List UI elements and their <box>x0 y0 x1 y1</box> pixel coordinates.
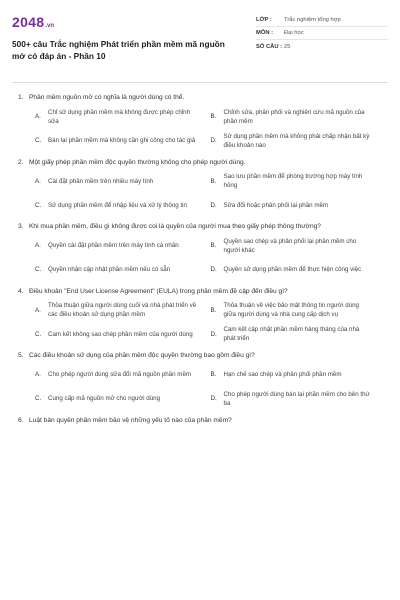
question-number: 5. <box>18 352 24 359</box>
option-letter: C. <box>35 395 42 402</box>
answer-options <box>12 237 388 279</box>
option-text: Sử dụng phần mềm để nhập liệu và xử lý thông tin <box>48 201 187 209</box>
meta-label: LỚP : <box>256 17 272 23</box>
option-text: Quyền sử dụng phần mềm để thực hiện công việc <box>223 266 362 273</box>
option-letter: C. <box>35 330 42 338</box>
option-letter: A. <box>35 242 41 249</box>
logo-suffix: .vn <box>45 23 55 29</box>
option-text: Hạn chế sao chép và phân phối phần mềm <box>223 371 342 378</box>
option-letter: A. <box>35 113 41 120</box>
answer-option-a[interactable] <box>35 237 203 255</box>
question-number: 1. <box>18 94 24 101</box>
meta-label: SỐ CÂU : <box>256 43 283 50</box>
question-item <box>12 287 388 344</box>
answer-option-a[interactable] <box>35 108 203 126</box>
option-text: Chỉ sử dụng phần mềm mà không được phép chỉnh sửa <box>48 108 191 125</box>
answer-options <box>12 366 388 408</box>
option-text: Sao lưu phần mềm để phòng trường hợp máy tính hỏng <box>223 173 363 189</box>
answer-option-b[interactable] <box>211 301 379 319</box>
answer-option-c[interactable] <box>35 390 203 408</box>
page-header <box>12 12 388 80</box>
answer-options <box>12 108 388 150</box>
option-letter: A. <box>35 306 41 314</box>
answer-options <box>12 172 388 214</box>
option-text: Thỏa thuận về việc bảo mật thông tin người dùng giữa người dùng và nhà cung cấp dịch vụ <box>223 302 359 318</box>
question-number: 3. <box>18 223 24 230</box>
answer-option-d[interactable] <box>211 132 379 150</box>
question-item <box>12 158 388 215</box>
answer-option-c[interactable] <box>35 196 203 214</box>
option-letter: D. <box>210 266 217 273</box>
question-number: 6. <box>18 416 24 424</box>
answer-option-c[interactable] <box>35 261 203 279</box>
question-item <box>12 222 388 279</box>
option-letter: A. <box>35 177 41 185</box>
option-letter: D. <box>210 201 217 209</box>
option-letter: B. <box>210 177 217 185</box>
answer-option-d[interactable] <box>211 325 379 343</box>
answer-option-d[interactable] <box>211 390 379 408</box>
meta-row-class <box>256 14 388 27</box>
option-text: Cho phép người dùng sửa đổi mã nguồn phần mềm <box>48 371 192 378</box>
question-text <box>12 222 388 232</box>
option-text: Sử dụng phần mềm mà không phải chấp nhận bất kỳ điều khoản nào <box>223 132 370 149</box>
question-number: 2. <box>18 158 24 166</box>
question-item <box>12 416 388 426</box>
meta-value: Đại học <box>284 30 304 36</box>
option-letter: C. <box>35 137 42 144</box>
logo-text: 2048 <box>12 14 45 30</box>
question-body: Phần mềm nguồn mở có nghĩa là người dùng có thể. <box>29 94 185 101</box>
option-text: Quyền nhận cập nhật phần mềm nếu có sẵn <box>48 266 171 273</box>
page-title: 500+ câu Trắc nghiệm Phát triển phần mềm mã nguồn mở có đáp án - Phần 10 <box>12 39 225 61</box>
answer-option-c[interactable] <box>35 325 203 343</box>
option-text: Cam kết không sao chép phần mềm của người dùng <box>48 330 193 338</box>
option-letter: B. <box>210 306 217 314</box>
option-letter: C. <box>35 201 42 209</box>
question-body: Luật bản quyền phần mềm bảo vệ những yếu tố nào của phần mềm? <box>29 416 232 424</box>
option-letter: B. <box>210 242 217 249</box>
answer-option-b[interactable] <box>211 108 379 126</box>
option-letter: D. <box>210 395 217 402</box>
answer-option-b[interactable] <box>211 237 379 255</box>
answer-option-b[interactable] <box>211 366 379 384</box>
meta-value: Trắc nghiệm tổng hợp <box>284 17 341 23</box>
question-text <box>12 416 388 426</box>
meta-label: MÔN : <box>256 30 274 36</box>
question-body: Các điều khoản sử dụng của phần mềm độc quyền thường bao gồm điều gì? <box>29 352 255 359</box>
answer-option-d[interactable] <box>211 196 379 214</box>
answer-option-a[interactable] <box>35 172 203 190</box>
question-body: Một giấy phép phần mềm độc quyền thường không cho phép người dùng. <box>29 158 246 166</box>
answer-option-d[interactable] <box>211 261 379 279</box>
meta-value: 25 <box>284 43 291 50</box>
answer-option-a[interactable] <box>35 366 203 384</box>
answer-option-c[interactable] <box>35 132 203 150</box>
option-text: Cam kết cập nhật phần mềm hàng tháng của nhà phát triển <box>223 326 360 342</box>
question-text <box>12 351 388 361</box>
option-text: Quyền sao chép và phân phối lại phần mềm cho người khác <box>223 237 357 254</box>
option-text: Cung cấp mã nguồn mở cho người dùng <box>48 395 161 402</box>
option-text: Bán lại phần mềm mà không cần ghi công cho tác giả <box>48 137 196 144</box>
option-letter: B. <box>210 371 217 378</box>
question-body: Điều khoản "End User License Agreement" (EULA) trong phần mềm đề cập đến điều gì? <box>29 287 288 295</box>
option-text: Chỉnh sửa, phân phối và nghiên cứu mã nguồn của phần mềm <box>223 108 365 125</box>
answer-option-b[interactable] <box>211 172 379 190</box>
meta-row-count <box>256 40 388 53</box>
option-letter: C. <box>35 266 42 273</box>
question-text <box>12 287 388 297</box>
question-number: 4. <box>18 287 24 295</box>
option-text: Sửa đổi hoặc phân phối lại phần mềm <box>223 201 329 209</box>
brand-block <box>12 12 232 62</box>
option-letter: D. <box>210 330 217 338</box>
meta-table <box>256 14 388 53</box>
question-text <box>12 93 388 103</box>
option-text: Thỏa thuận giữa người dùng cuối và nhà phát triển về các điều khoản sử dụng phần mềm <box>48 302 197 318</box>
meta-row-subject <box>256 27 388 40</box>
answer-options <box>12 301 388 343</box>
option-text: Cài đặt phần mềm trên nhiều máy tính <box>48 177 154 185</box>
option-letter: A. <box>35 371 41 378</box>
header-divider <box>12 82 388 83</box>
question-item <box>12 351 388 408</box>
option-letter: D. <box>210 137 217 144</box>
option-text: Quyền cài đặt phần mềm trên máy tính cá nhân <box>48 242 179 249</box>
question-text <box>12 158 388 168</box>
option-letter: B. <box>210 113 217 120</box>
answer-option-a[interactable] <box>35 301 203 319</box>
site-logo[interactable] <box>12 14 232 30</box>
question-body: Khi mua phần mềm, điều gì không được coi là quyền của người mua theo giấy phép thông thường? <box>29 223 321 230</box>
option-text: Cho phép người dùng bán lại phần mềm cho bên thứ ba <box>223 390 370 407</box>
question-item <box>12 93 388 150</box>
